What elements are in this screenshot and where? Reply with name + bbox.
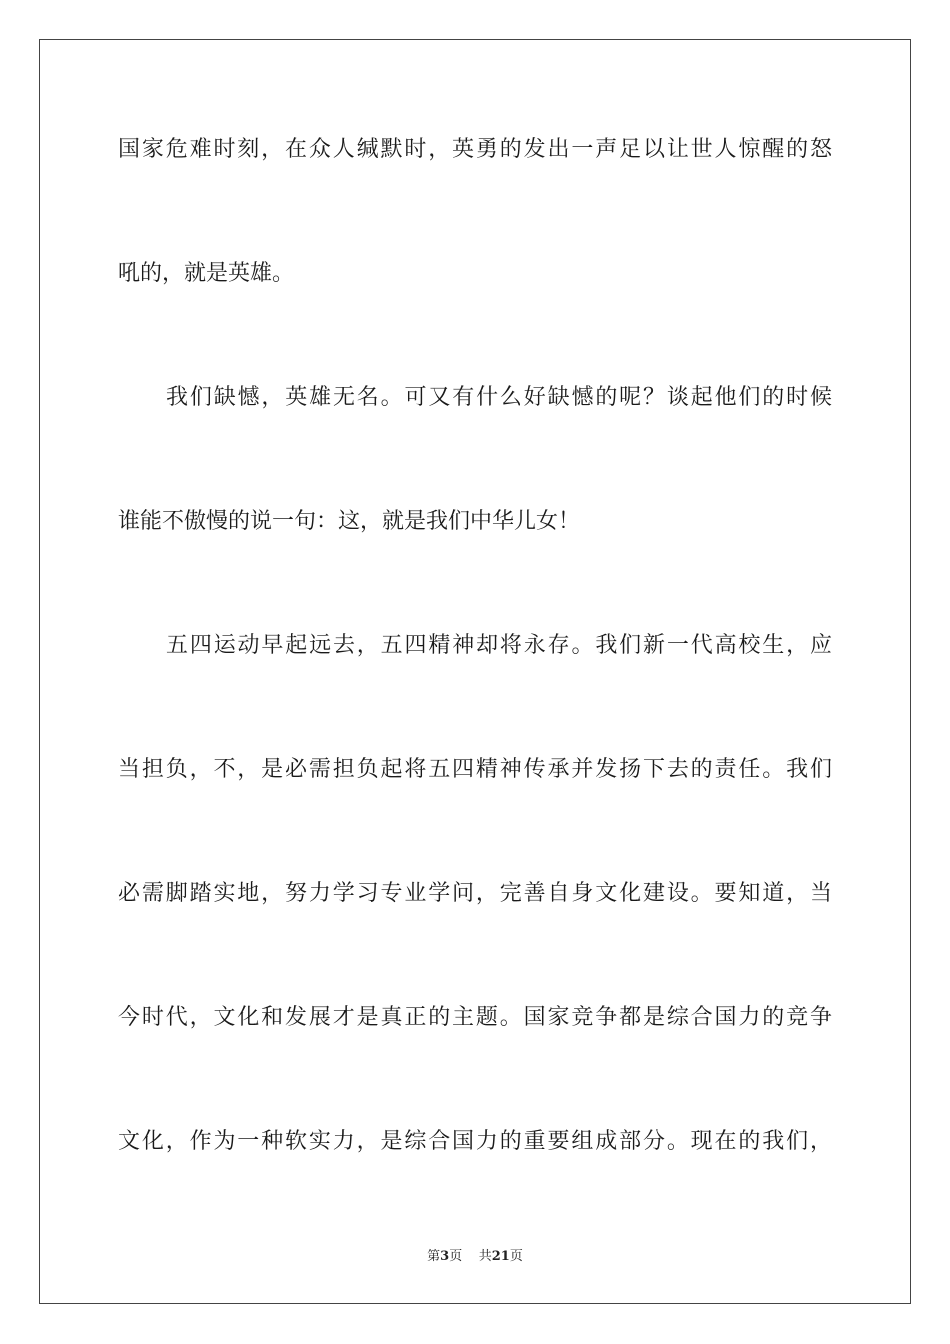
paragraph-line-3: 我们缺憾，英雄无名。可又有什么好缺憾的呢？谈起他们的时候 xyxy=(166,385,832,410)
paragraph-line-5: 五四运动早起远去，五四精神却将永存。我们新一代高校生，应 xyxy=(166,633,832,658)
page-border xyxy=(39,39,911,1304)
page-footer xyxy=(0,1249,950,1265)
paragraph-line-7: 必需脚踏实地，努力学习专业学问，完善自身文化建设。要知道，当 xyxy=(118,881,832,906)
total-pages: 21 xyxy=(491,1249,510,1264)
page-prefix: 第 xyxy=(427,1249,441,1264)
paragraph-line-2: 吼的，就是英雄。 xyxy=(118,261,295,286)
page-number: 3 xyxy=(440,1249,450,1264)
paragraph-line-4: 谁能不傲慢的说一句：这，就是我们中华儿女！ xyxy=(118,509,581,534)
paragraph-line-6: 当担负，不，是必需担负起将五四精神传承并发扬下去的责任。我们 xyxy=(118,757,832,782)
paragraph-line-9: 文化，作为一种软实力，是综合国力的重要组成部分。现在的我们， xyxy=(118,1129,832,1154)
total-prefix: 共 xyxy=(478,1249,492,1264)
paragraph-line-1: 国家危难时刻，在众人缄默时，英勇的发出一声足以让世人惊醒的怒 xyxy=(118,137,832,162)
paragraph-line-8: 今时代，文化和发展才是真正的主题。国家竞争都是综合国力的竞争 xyxy=(118,1005,832,1030)
total-suffix: 页 xyxy=(509,1249,523,1264)
page-suffix: 页 xyxy=(449,1249,463,1264)
